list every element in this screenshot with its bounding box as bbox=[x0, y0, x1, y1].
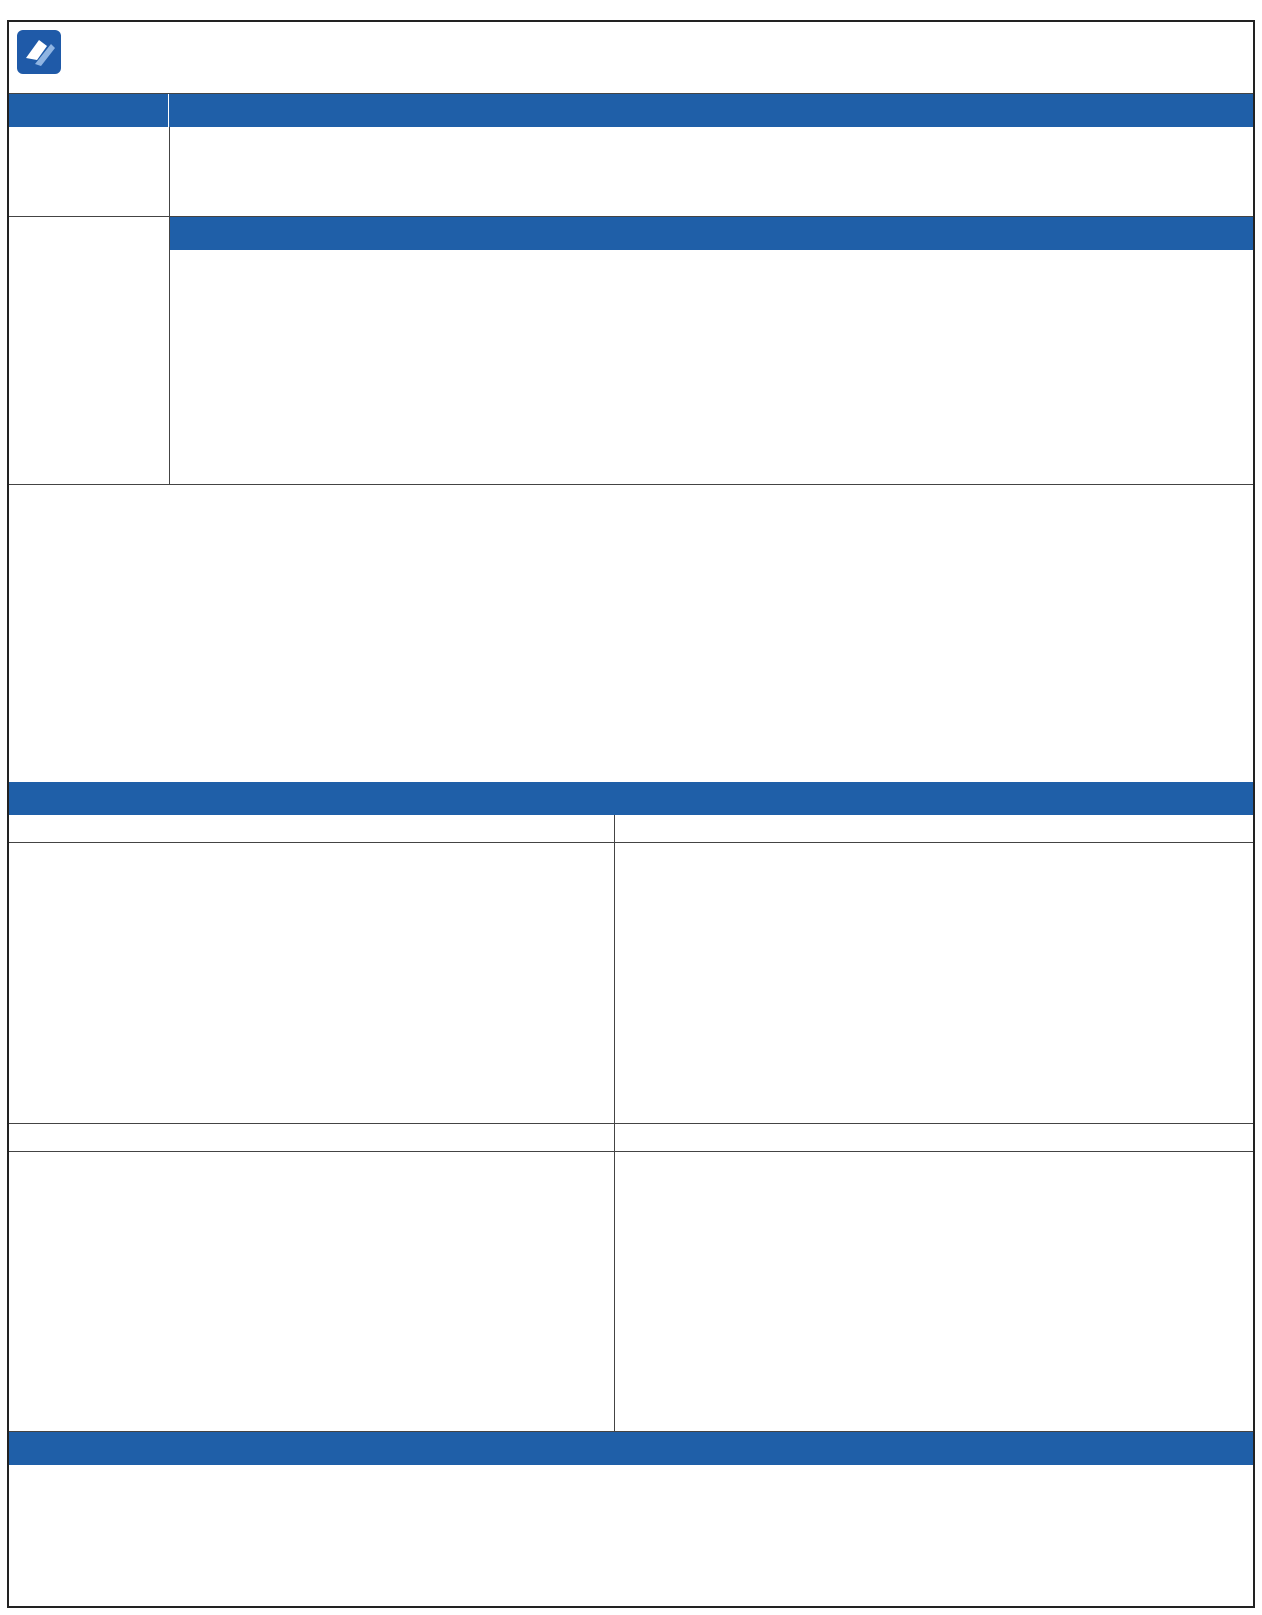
view-label bbox=[9, 127, 170, 217]
chart1-box bbox=[9, 815, 615, 1124]
chart4-title bbox=[615, 1124, 1253, 1152]
view-text bbox=[170, 128, 1253, 216]
view-header-bar bbox=[9, 94, 1253, 127]
chart2-box bbox=[615, 815, 1253, 1124]
view-col1 bbox=[9, 94, 169, 127]
disclaimer-text bbox=[9, 1467, 1253, 1607]
report-frame bbox=[7, 20, 1255, 1608]
chart4-svg bbox=[615, 1153, 1251, 1431]
company-logo bbox=[17, 30, 227, 86]
chart1-title bbox=[9, 815, 614, 843]
chart4-box bbox=[615, 1124, 1253, 1432]
logo-mark-icon bbox=[17, 30, 61, 74]
chart3-svg bbox=[9, 1153, 613, 1431]
news-header-bar bbox=[170, 217, 1253, 250]
charts-header-bar bbox=[9, 782, 1253, 815]
chart2-title bbox=[615, 815, 1253, 843]
disclaimer-header-bar bbox=[9, 1432, 1253, 1465]
chart3-title bbox=[9, 1124, 614, 1152]
chart1-svg bbox=[9, 844, 613, 1122]
news-body bbox=[170, 250, 1253, 484]
report-header bbox=[9, 22, 1253, 94]
view-col2 bbox=[169, 94, 1253, 127]
news-label-cell bbox=[9, 217, 170, 485]
chart3-box bbox=[9, 1124, 615, 1432]
chart2-svg bbox=[615, 844, 1251, 1122]
